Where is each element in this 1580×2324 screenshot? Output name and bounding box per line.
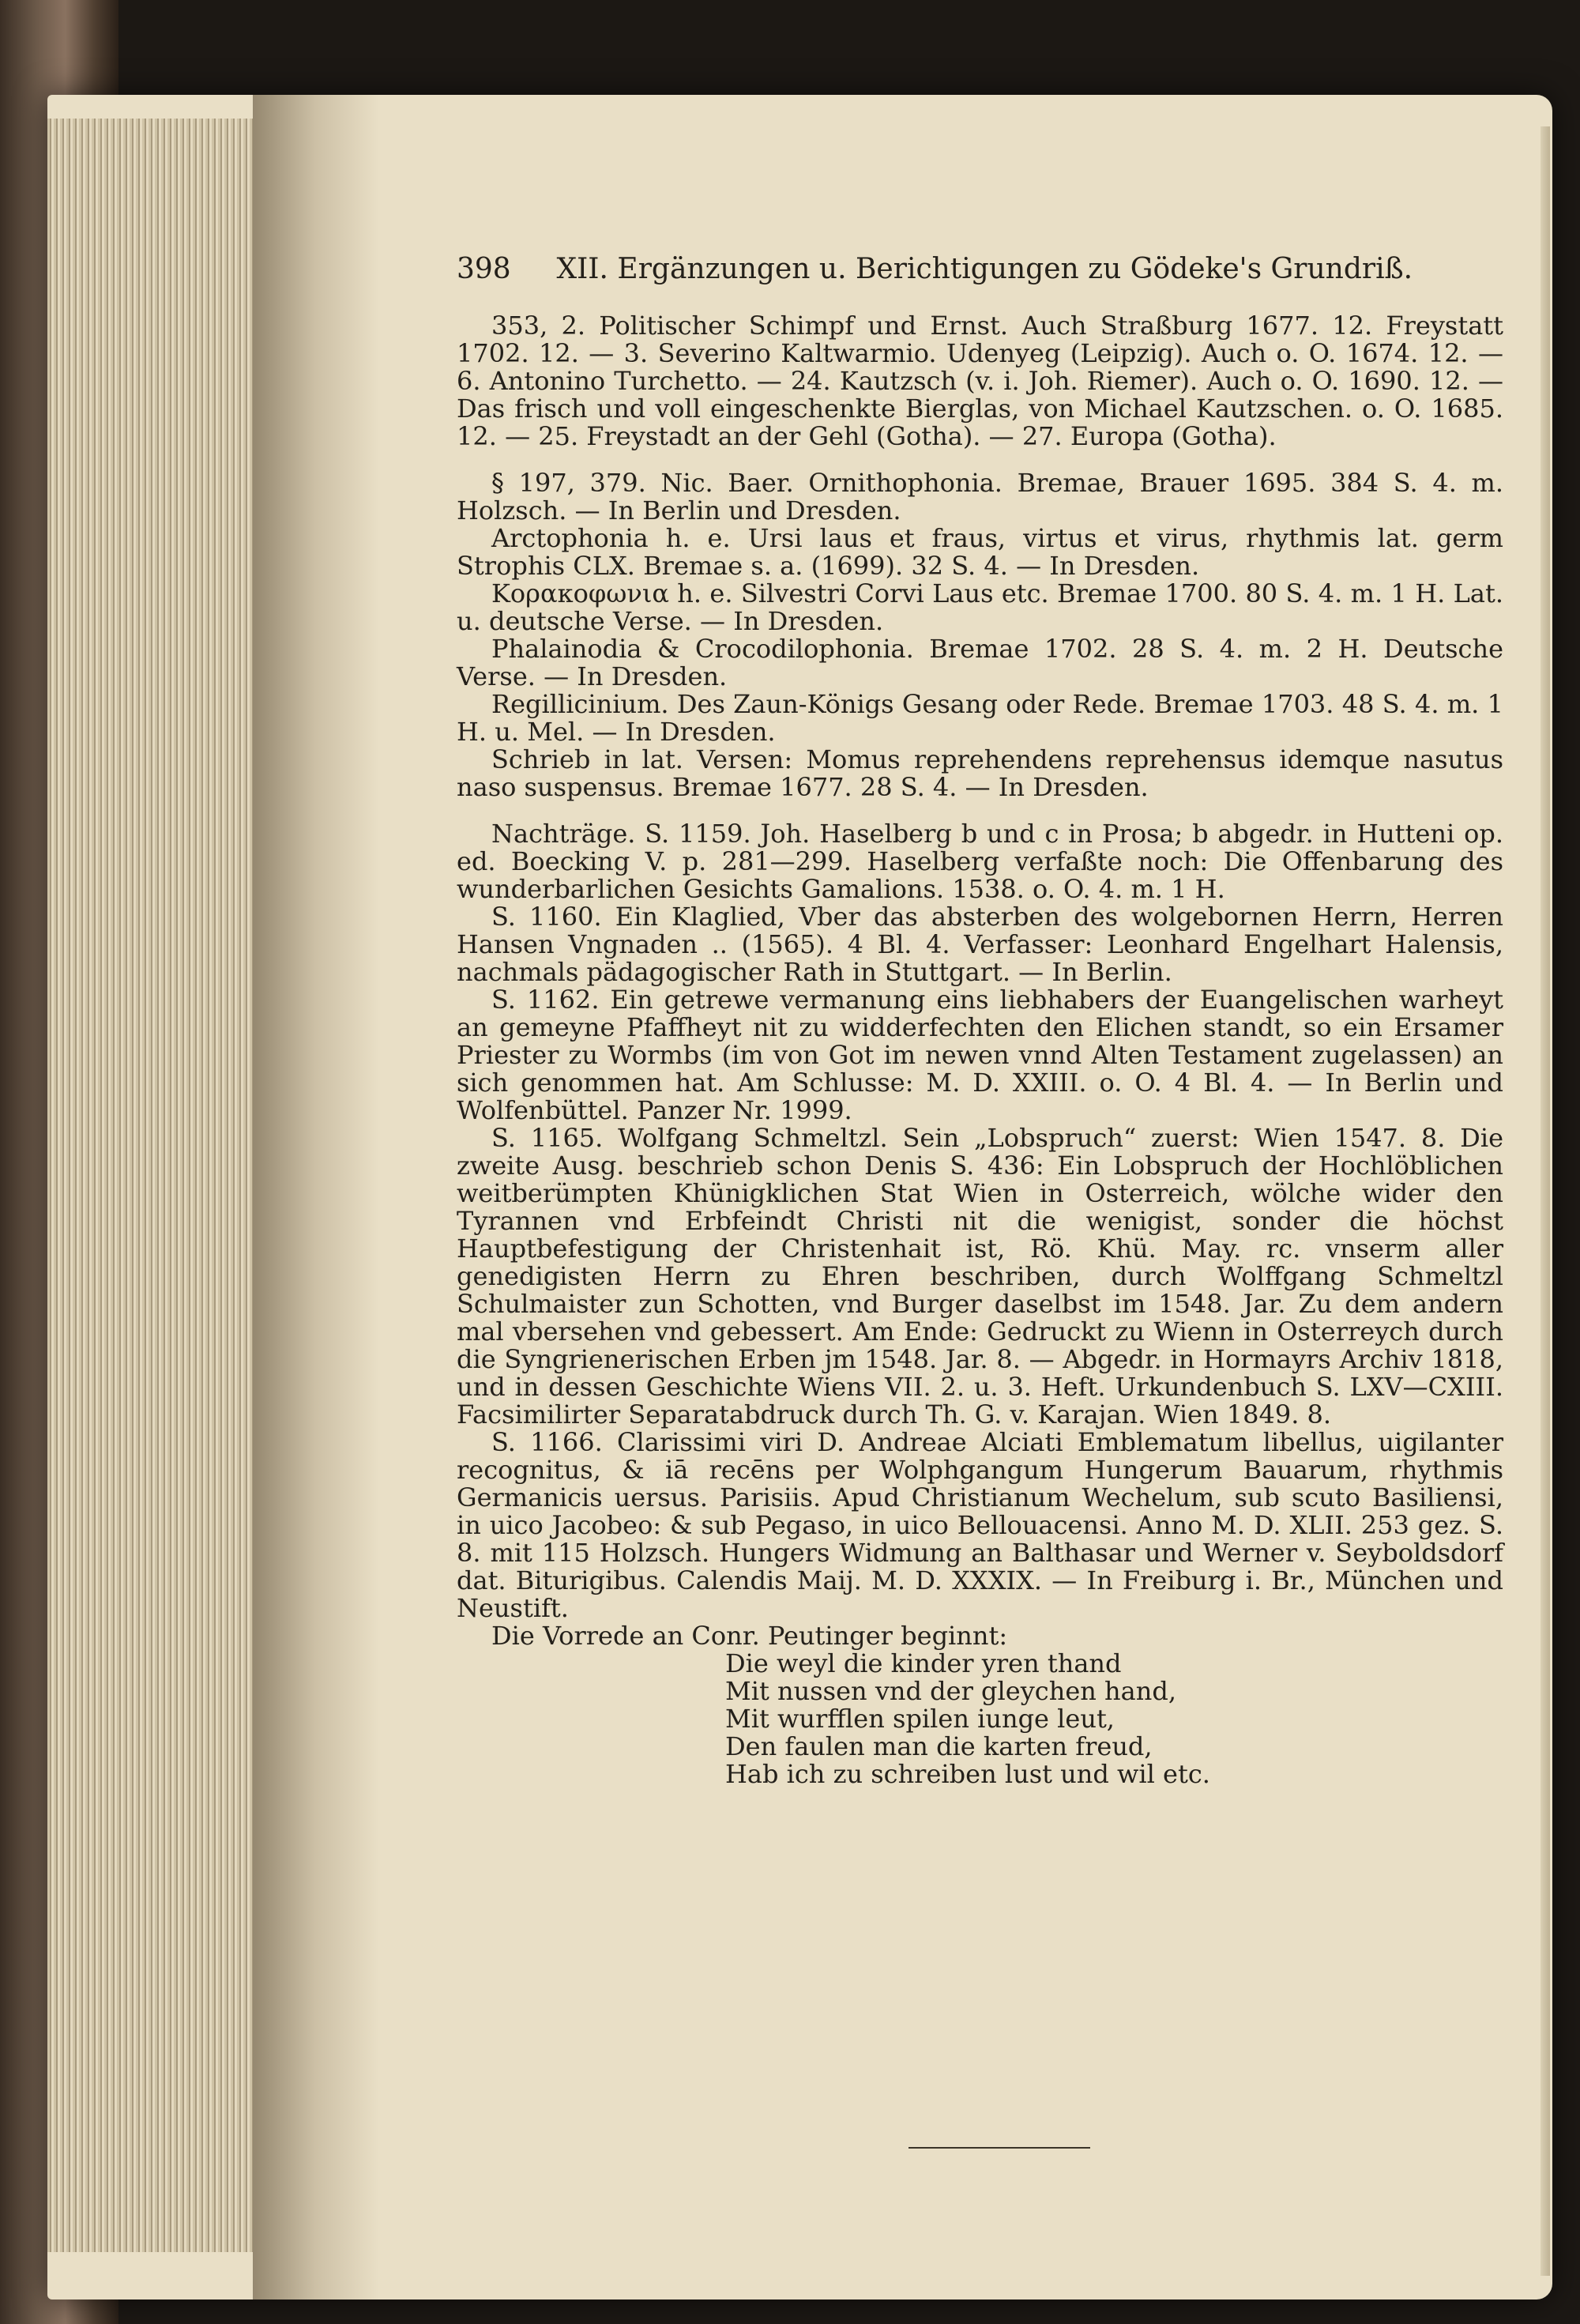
paragraph-korakophonia: Κορακοφωνια h. e. Silvestri Corvi Laus etc. Bremae 1700. 80 S. 4. m. 1 H. Lat. u. deutsche Verse. — In Dresden. — [457, 578, 1503, 636]
paragraph-vorrede: Die Vorrede an Conr. Peutinger beginnt: — [491, 1621, 1008, 1651]
page-edges — [47, 119, 253, 2252]
page-right-edge — [1540, 126, 1550, 2276]
paragraph-1166: S. 1166. Clarissimi viri D. Andreae Alciati Emblematum libellus, uigilanter recognitus, & iā recēns per Wolphgangum Hungerum Bauarum, rhythmis Germanicis uersus. Parisiis. Apud Christianum Wechelum, sub scuto Basiliensi, in uico Jacobeo: & sub Pegaso, in uico Bellouacensi. Anno M. D. XLII. 253 gez. S. 8. mit 115 Holzsch. Hungers Widmung an Balthasar und Werner v. Seyboldsdorf dat. Biturigibus. Calendis Maij. M. D. XXXIX. — In Freiburg i. Br., München und Neustift. — [457, 1427, 1503, 1623]
verse-line: Mit nussen vnd der gleychen hand, — [725, 1676, 1176, 1706]
verse-block — [457, 1650, 1503, 1788]
paragraph-1165: S. 1165. Wolfgang Schmeltzl. Sein „Lobspruch“ zuerst: Wien 1547. 8. Die zweite Ausg. beschrieb schon Denis S. 436: Ein Lobspruch der Hochlöblichen weitberümpten Khünigklichen Stat Wien in Osterreich, wölche wider den Tyrannen vnd Erbfeindt Christi nit die wenigist, sonder die höchst Hauptbefestigung der Christenhait ist, Rö. Khü. May. rc. vnserm aller genedigisten Herrn zu Ehren beschriben, durch Wolffgang Schmeltzl Schulmaister zun Schotten, vnd Burger daselbst im 1548. Jar. Zu dem andern mal vbersehen vnd gebessert. Am Ende: Gedruckt zu Wienn in Osterreych durch die Syngrienerischen Erben jm 1548. Jar. 8. — Abgedr. in Hormayrs Archiv 1818, und in dessen Geschichte Wiens VII. 2. u. 3. Heft. Urkundenbuch S. LXV—CXIII. Facsimilirter Separatabdruck durch Th. G. v. Karajan. Wien 1849. 8. — [457, 1123, 1503, 1429]
running-header — [457, 253, 1503, 285]
page-number: 398 — [457, 253, 511, 285]
paragraph-nachtraege-1159: Nachträge. S. 1159. Joh. Haselberg b und c in Prosa; b abgedr. in Hutteni op. ed. Boecking V. p. 281—299. Haselberg verfaßte noch: Die Offenbarung des wunderbarlichen Gesichts Gamalions. 1538. o. O. 4. m. 1 H. — [457, 819, 1503, 904]
paragraph-arctophonia: Arctophonia h. e. Ursi laus et fraus, virtus et virus, rhythmis lat. germ Strophis CLX. Bremae s. a. (1699). 32 S. 4. — In Dresden. — [457, 523, 1503, 581]
verse-line: Den faulen man die karten freud, — [725, 1731, 1153, 1761]
paragraph-1162: S. 1162. Ein getrewe vermanung eins liebhabers der Euangelischen warheyt an gemeyne Pfaffheyt nit zu widderfechten den Elichen standt, so ein Ersamer Priester zu Wormbs (im von Got im newen vnnd Alten Testament zugelassen) an sich genommen hat. Am Schlusse: M. D. XXIII. o. O. 4 Bl. 4. — In Berlin und Wolfenbüttel. Panzer Nr. 1999. — [457, 985, 1503, 1125]
page-body — [457, 312, 1503, 1788]
paragraph-baer-ornithophonia: § 197, 379. Nic. Baer. Ornithophonia. Bremae, Brauer 1695. 384 S. 4. m. Holzsch. — In Berlin und Dresden. — [457, 468, 1503, 525]
paragraph-gap — [457, 450, 1503, 469]
verse-line: Mit wurfflen spilen iunge leut, — [725, 1704, 1115, 1734]
spine-shadow — [253, 95, 379, 2300]
paragraph-regillicinium: Regillicinium. Des Zaun-Königs Gesang oder Rede. Bremae 1703. 48 S. 4. m. 1 H. u. Mel. — In Dresden. — [457, 689, 1503, 747]
paragraph-phalainodia: Phalainodia & Crocodilophonia. Bremae 1702. 28 S. 4. m. 2 H. Deutsche Verse. — In Dresden. — [457, 634, 1503, 691]
section-end-rule — [908, 2147, 1090, 2149]
paragraph-gap — [457, 801, 1503, 820]
running-title: XII. Ergänzungen u. Berichtigungen zu Gödeke's Grundriß. — [556, 253, 1413, 285]
paragraph-politischer-schimpf: 353, 2. Politischer Schimpf und Ernst. Auch Straßburg 1677. 12. Freystatt 1702. 12. — 3. Severino Kaltwarmio. Udenyeg (Leipzig). Auch o. O. 1674. 12. — 6. Antonino Turchetto. — 24. Kautzsch (v. i. Joh. Riemer). Auch o. O. 1690. 12. — Das frisch und voll eingeschenkte Bierglas, von Michael Kautzschen. o. O. 1685. 12. — 25. Freystadt an der Gehl (Gotha). — 27. Europa (Gotha). — [457, 311, 1503, 451]
paragraph-1160: S. 1160. Ein Klaglied, Vber das absterben des wolgebornen Herrn, Herren Hansen Vngnaden .. (1565). 4 Bl. 4. Verfasser: Leonhard Engelhart Halensis, nachmals pädagogischer Rath in Stuttgart. — In Berlin. — [457, 902, 1503, 987]
paragraph-momus: Schrieb in lat. Versen: Momus reprehendens reprehensus idemque nasutus naso suspensus. Bremae 1677. 28 S. 4. — In Dresden. — [457, 744, 1503, 802]
verse-line: Hab ich zu schreiben lust und wil etc. — [725, 1759, 1210, 1789]
verse-line: Die weyl die kinder yren thand — [725, 1648, 1122, 1678]
